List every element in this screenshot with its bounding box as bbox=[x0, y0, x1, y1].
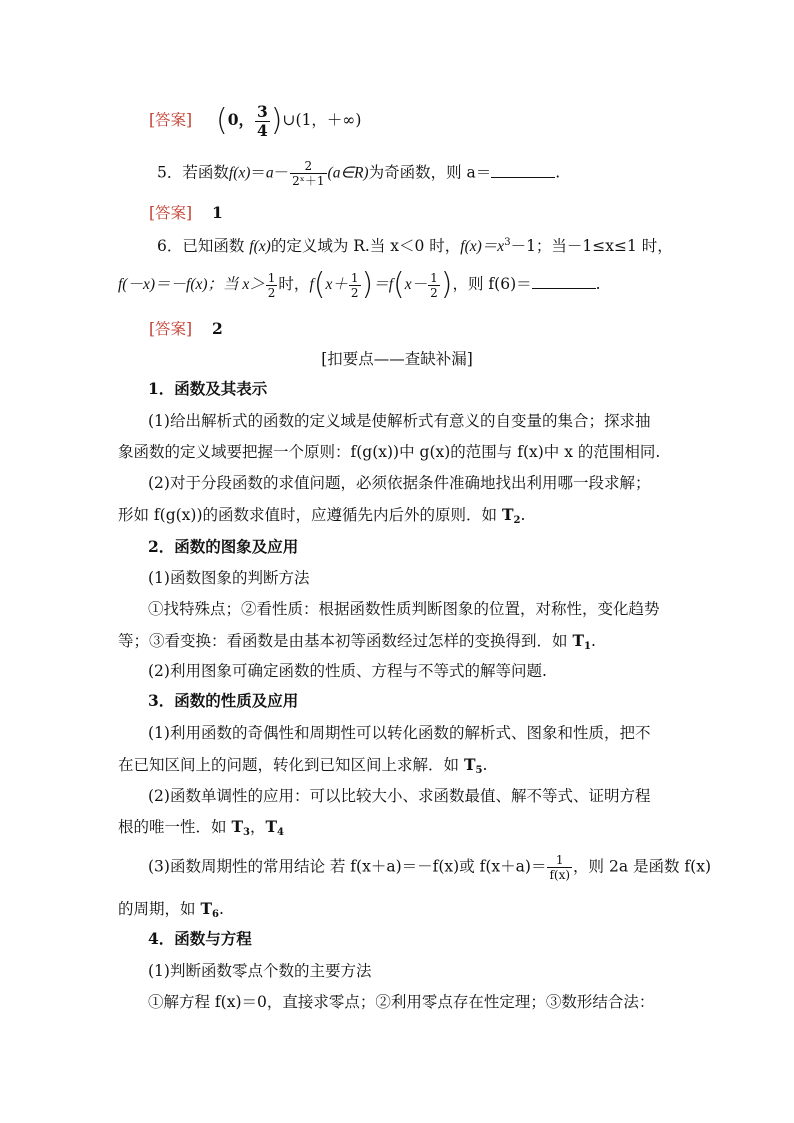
q6-l2-c: f bbox=[309, 276, 314, 293]
answer-label: [答案] bbox=[149, 204, 193, 222]
left-paren: ( bbox=[215, 103, 228, 138]
q5-a: a bbox=[265, 164, 274, 182]
question-5 bbox=[157, 160, 560, 187]
paragraph-text: 在已知区间上的问题，转化到已知区间上求解．如 bbox=[118, 756, 464, 774]
q6-l1-e: －1；当－1≤x≤1 时， bbox=[510, 237, 673, 255]
paragraph: (2)利用图象可确定函数的性质、方程与不等式的解等问题. bbox=[148, 662, 547, 680]
ref-sub: 4 bbox=[277, 827, 284, 838]
paragraph: (2)函数单调性的应用：可以比较大小、求函数最值、解不等式、证明方程 bbox=[148, 787, 651, 805]
q6-l1-exp: 3 bbox=[504, 237, 511, 248]
q5-eq: ＝ bbox=[250, 163, 266, 182]
q6-half-fraction-3: $\frac{1}{2}$ bbox=[430, 270, 438, 300]
q6-l2-g: ，则 f(6)＝ bbox=[452, 275, 532, 293]
ref-sub: 2 bbox=[513, 515, 521, 526]
q5-suffix: 为奇函数，则 a＝ bbox=[368, 163, 492, 182]
ref-dot: . bbox=[520, 506, 526, 524]
ref-t: T bbox=[572, 631, 584, 650]
ref-t: T bbox=[463, 755, 476, 774]
paragraph-with-ref bbox=[118, 630, 596, 658]
q5-minus: － bbox=[273, 163, 290, 182]
q5-blank bbox=[491, 163, 555, 178]
q5-end: . bbox=[555, 163, 561, 182]
ref-comma: ， bbox=[249, 818, 266, 836]
answer-label: [答案] bbox=[149, 320, 193, 338]
heading-1: 1．函数及其表示 bbox=[148, 379, 268, 398]
paragraph: (1)给出解析式的函数的定义域是使解析式有意义的自变量的集合；探求抽 bbox=[148, 412, 651, 430]
answer-value: 2 bbox=[211, 319, 223, 338]
paragraph-text: (3)函数周期性的常用结论 若 f(x＋a)＝－f(x)或 f(x＋a)＝ bbox=[148, 857, 547, 876]
paragraph-text: 的周期，如 bbox=[118, 900, 201, 918]
paragraph: ①找特殊点；②看性质：根据函数性质判断图象的位置，对称性，变化趋势 bbox=[148, 600, 660, 618]
ref-sub: 5 bbox=[475, 765, 483, 776]
q6-l1-b: f(x) bbox=[249, 238, 271, 255]
ref-t: T bbox=[231, 817, 243, 836]
answer-interval-open: 0， bbox=[227, 110, 254, 129]
q5-domain: (a∈R) bbox=[327, 164, 369, 182]
section-title: [扣要点——查缺补漏] bbox=[321, 350, 473, 368]
ref-t: T bbox=[501, 505, 514, 524]
question-6-line-2 bbox=[118, 267, 601, 302]
q6-paren-r1: ) bbox=[361, 267, 374, 302]
ref-dot: . bbox=[482, 756, 488, 774]
paragraph-with-ref bbox=[118, 754, 487, 782]
answer-label: [答案] bbox=[149, 111, 193, 129]
p8-fraction: $\frac{1}{f(x)}$ bbox=[549, 853, 571, 882]
heading-3: 3．函数的性质及应用 bbox=[148, 691, 299, 710]
answer-line-q6 bbox=[149, 318, 223, 340]
q6-blank bbox=[532, 274, 596, 289]
q6-l2-b: 时， bbox=[278, 275, 310, 293]
question-6-line-1 bbox=[157, 232, 673, 258]
ref-dot: . bbox=[218, 900, 224, 918]
paragraph: (1)判断函数零点个数的主要方法 bbox=[148, 962, 372, 980]
answer-interval-rest: (1，＋∞) bbox=[295, 111, 362, 129]
q5-f: f bbox=[228, 164, 234, 182]
q6-paren-l1: ( bbox=[313, 267, 326, 302]
q6-l2-a: f(－x)＝－f(x)；当 x＞ bbox=[118, 276, 265, 293]
q6-l1-a: 6．已知函数 bbox=[157, 237, 250, 255]
ref-t: T bbox=[265, 817, 278, 836]
q6-l1-d: f(x)＝x bbox=[460, 238, 505, 255]
answer-union: ∪ bbox=[282, 111, 296, 129]
answer-line-q4 bbox=[149, 104, 361, 138]
right-paren: ) bbox=[270, 103, 283, 138]
q6-l1-c: 的定义域为 R.当 x＜0 时， bbox=[270, 237, 461, 255]
heading-2: 2．函数的图象及应用 bbox=[148, 537, 299, 556]
q6-l2-d: x＋ bbox=[325, 276, 348, 293]
answer-line-q5 bbox=[149, 202, 223, 224]
ref-sub: 3 bbox=[242, 827, 250, 838]
paragraph-with-ref bbox=[118, 504, 525, 532]
ref-dot: . bbox=[590, 632, 596, 650]
paragraph: 象函数的定义域要把握一个原则：f(g(x))中 g(x)的范围与 f(x)中 x 的范围相同. bbox=[118, 443, 661, 461]
paragraph-text: 等；③看变换：看函数是由基本初等函数经过怎样的变换得到．如 bbox=[118, 632, 573, 650]
answer-fraction: $\frac{3}{4}$ bbox=[257, 102, 268, 140]
q5-prefix: 5．若函数 bbox=[157, 163, 229, 182]
q6-paren-r2: ) bbox=[440, 267, 453, 302]
paragraph-with-ref bbox=[118, 816, 284, 844]
heading-4: 4．函数与方程 bbox=[148, 929, 252, 948]
paragraph: (2)对于分段函数的求值问题，必须依据条件准确地找出利用哪一段求解； bbox=[148, 474, 651, 492]
paragraph-text: 形如 f(g(x))的函数求值时，应遵循先内后外的原则．如 bbox=[118, 506, 502, 524]
ref-sub: 1 bbox=[583, 641, 591, 652]
paragraph: (1)利用函数的奇偶性和周期性可以转化函数的解析式、图象和性质，把不 bbox=[148, 724, 651, 742]
q6-l2-end: . bbox=[595, 275, 601, 293]
q5-fraction: $\frac{2}{\text{2ˣ＋1}}$ bbox=[292, 159, 325, 188]
q6-half-fraction-2: $\frac{1}{2}$ bbox=[350, 270, 359, 300]
paragraph-text: 根的唯一性．如 bbox=[118, 818, 232, 836]
ref-sub: 6 bbox=[211, 909, 219, 920]
q6-paren-l2: ( bbox=[393, 267, 405, 302]
q6-l2-f: x－ bbox=[404, 276, 428, 293]
q6-l2-e: ＝f bbox=[373, 276, 394, 293]
paragraph: ①解方程 f(x)＝0，直接求零点；②利用零点存在性定理；③数形结合法： bbox=[148, 993, 655, 1011]
paragraph-text: ，则 2a 是函数 f(x) bbox=[573, 857, 711, 876]
ref-t: T bbox=[200, 899, 212, 918]
paragraph: (1)函数图象的判断方法 bbox=[148, 569, 310, 587]
q6-half-fraction: $\frac{1}{2}$ bbox=[267, 270, 276, 300]
answer-value: 1 bbox=[211, 203, 223, 222]
q5-x: (x) bbox=[233, 164, 251, 182]
paragraph-with-fraction bbox=[148, 854, 711, 881]
paragraph-with-ref bbox=[118, 898, 224, 926]
